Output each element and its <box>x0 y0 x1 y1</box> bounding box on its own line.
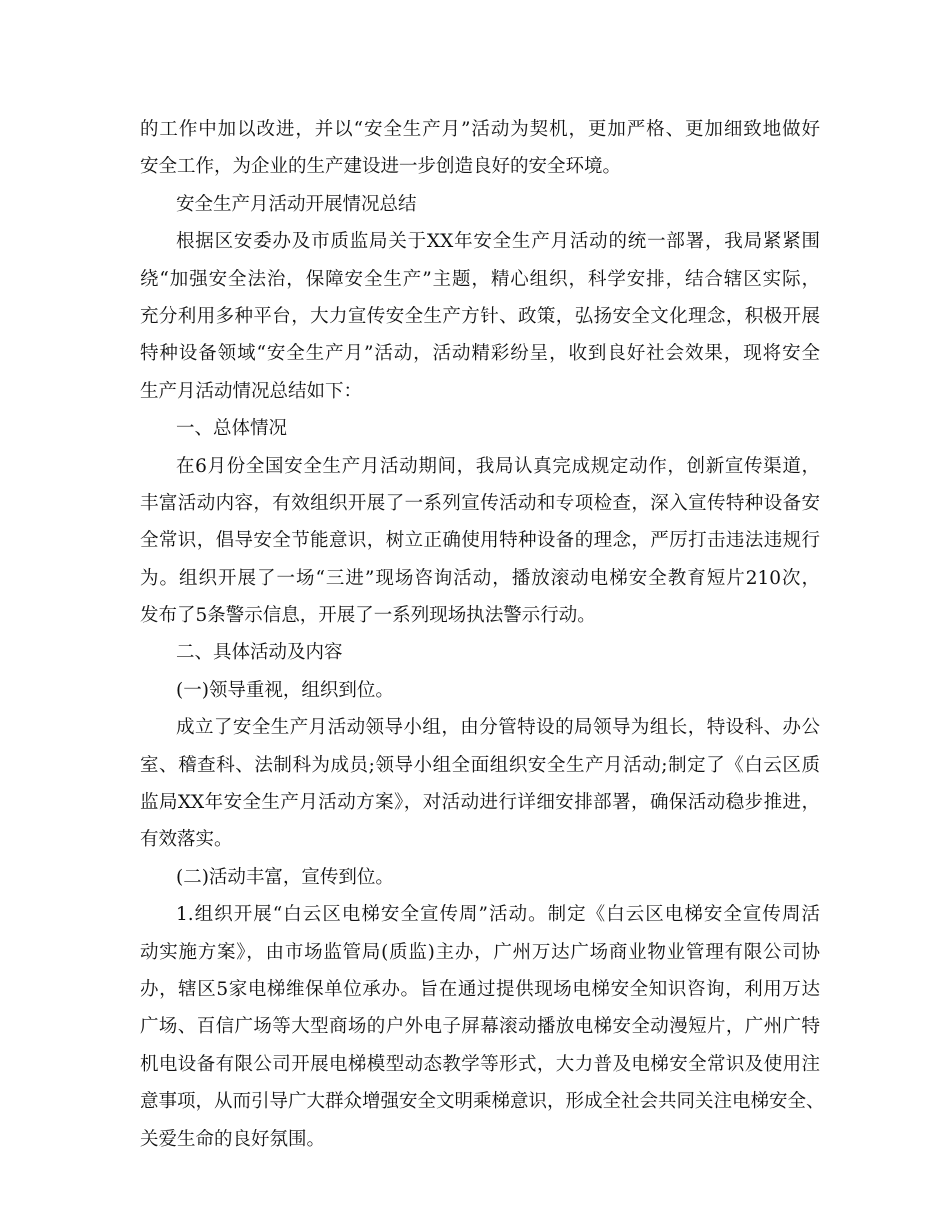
body-line: 发布了5条警示信息，开展了一系列现场执法警示行动。 <box>140 605 596 627</box>
body-line: 关爱生命的良好氛围。 <box>140 1128 326 1150</box>
body-line: 意事项，从而引导广大群众增强安全文明乘梯意识，形成全社会共同关注电梯安全、 <box>140 1091 825 1113</box>
body-line: 在6月份全国安全生产月活动期间，我局认真完成规定动作，创新宣传渠道， <box>176 455 820 477</box>
body-line: 生产月活动情况总结如下： <box>140 380 363 402</box>
body-line: 成立了安全生产月活动领导小组，由分管特设的局领导为组长，特设科、办公 <box>176 717 820 739</box>
section-heading: 一、总体情况 <box>176 418 288 440</box>
body-line: 办，辖区5家电梯维保单位承办。旨在通过提供现场电梯安全知识咨询，利用万达 <box>140 978 820 1000</box>
subsection-heading: (一)领导重视，组织到位。 <box>176 679 394 701</box>
body-line: 室、稽查科、法制科为成员;领导小组全面组织安全生产月活动;制定了《白云区质 <box>140 754 820 776</box>
body-line: 动实施方案》，由市场监管局(质监)主办，广州万达广场商业物业管理有限公司协 <box>140 941 820 963</box>
body-line: 广场、百信广场等大型商场的户外电子屏幕滚动播放电梯安全动漫短片，广州广特 <box>140 1016 820 1038</box>
body-line: 全常识，倡导安全节能意识，树立正确使用特种设备的理念，严厉打击违法违规行 <box>140 530 820 552</box>
body-line: 监局XX年安全生产月活动方案》，对活动进行详细安排部署，确保活动稳步推进， <box>140 792 820 814</box>
body-line: 根据区安委办及市质监局关于XX年安全生产月活动的统一部署，我局紧紧围 <box>176 231 820 253</box>
body-line: 机电设备有限公司开展电梯模型动态教学等形式，大力普及电梯安全常识及使用注 <box>140 1053 820 1075</box>
body-line: 安全工作，为企业的生产建设进一步创造良好的安全环境。 <box>140 156 622 178</box>
document-body <box>140 111 825 1158</box>
body-line: 1.组织开展“白云区电梯安全宣传周”活动。制定《白云区电梯安全宣传周活 <box>176 904 820 926</box>
subsection-heading: (二)活动丰富，宣传到位。 <box>176 866 394 888</box>
body-line: 有效落实。 <box>140 829 233 851</box>
body-line: 特种设备领域“安全生产月”活动，活动精彩纷呈，收到良好社会效果，现将安全 <box>140 343 820 365</box>
section-title: 安全生产月活动开展情况总结 <box>176 193 417 215</box>
body-line: 绕“加强安全法治，保障安全生产”主题，精心组织，科学安排，结合辖区实际， <box>140 268 820 290</box>
body-line: 为。组织开展了一场“三进”现场咨询活动，播放滚动电梯安全教育短片210次， <box>140 567 820 589</box>
body-line: 的工作中加以改进，并以“安全生产月”活动为契机，更加严格、更加细致地做好 <box>140 119 820 140</box>
section-heading: 二、具体活动及内容 <box>176 642 343 664</box>
body-line: 丰富活动内容，有效组织开展了一系列宣传活动和专项检查，深入宣传特种设备安 <box>140 492 820 514</box>
body-line: 充分利用多种平台，大力宣传安全生产方针、政策，弘扬安全文化理念，积极开展 <box>140 305 820 327</box>
